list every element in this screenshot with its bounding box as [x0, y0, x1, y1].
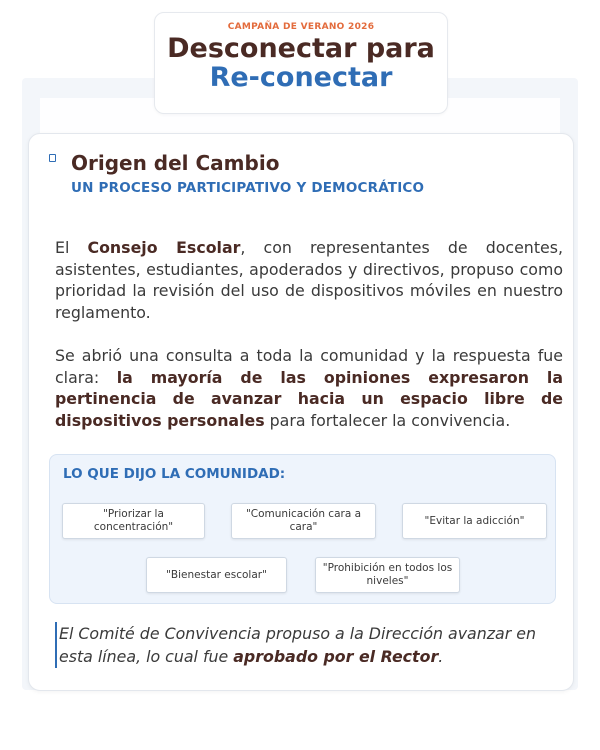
- section-subtitle: UN PROCESO PARTICIPATIVO Y DEMOCRÁTICO: [71, 180, 425, 196]
- quote-chip: "Priorizar la concentración": [62, 503, 205, 539]
- paragraph1-post: , con representantes de docentes, asistentes, estudiantes, apoderados y directivos, propuso como prioridad la revisión del uso de dispositivos móviles en nuestro reglamento.: [55, 238, 563, 322]
- quote-chip: "Evitar la adicción": [402, 503, 547, 539]
- quote-chip: "Prohibición en todos los niveles": [315, 557, 460, 593]
- paragraph2-post: para fortalecer la convivencia.: [264, 410, 511, 430]
- paragraph-consulta: [55, 345, 563, 431]
- paragraph-consejo: [55, 237, 563, 323]
- content-card: [28, 133, 574, 691]
- paragraph2-bold: la mayoría de las opiniones expresaron la pertinencia de avanzar hacia un espacio libre de dispositivos personales: [55, 367, 563, 430]
- closing-statement: [55, 622, 555, 668]
- campaign-title-line2: Re-conectar: [209, 62, 393, 93]
- quote-chip: "Bienestar escolar": [146, 557, 287, 593]
- campaign-header: [154, 12, 448, 114]
- closing-pre: El Comité de Convivencia propuso a la Dirección avanzar en esta línea, lo cual fue: [59, 624, 536, 666]
- closing-text: [55, 622, 555, 668]
- community-quotes-box: [49, 454, 556, 604]
- paragraph2-pre: Se abrió una consulta a toda la comunidad y la respuesta fue clara:: [55, 346, 563, 387]
- closing-post: .: [438, 647, 444, 666]
- quote-chip: "Comunicación cara a cara": [231, 503, 376, 539]
- closing-bold: aprobado por el Rector: [233, 647, 439, 666]
- section-marker-icon: [49, 154, 56, 162]
- community-heading: LO QUE DIJO LA COMUNIDAD:: [63, 466, 286, 482]
- campaign-title-line1: Desconectar para: [167, 33, 435, 64]
- campaign-kicker: CAMPAÑA DE VERANO 2026: [227, 22, 375, 32]
- section-title: Origen del Cambio: [71, 151, 280, 175]
- paragraph1-bold: Consejo Escolar: [87, 238, 241, 257]
- paragraph1-pre: El: [55, 238, 88, 257]
